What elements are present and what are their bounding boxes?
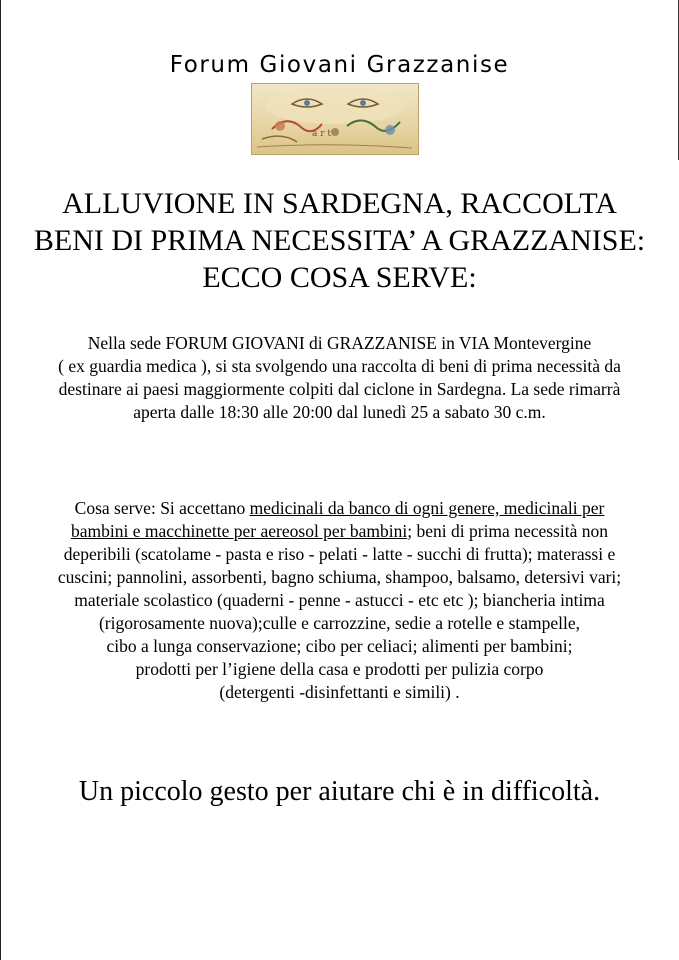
intro-line-3: destinare ai paesi maggiormente colpiti dal ciclone in Sardegna. La sede rimarrà (58, 379, 621, 399)
needs-line-8: prodotti per l’igiene della casa e prodotti per pulizia corpo (135, 659, 544, 679)
logo-artwork-icon (252, 84, 418, 154)
intro-line-1: Nella sede FORUM GIOVANI di GRAZZANISE in VIA Montevergine (87, 333, 592, 353)
needs-line-3: deperibili (scatolame - pasta e riso - pelati - latte - succhi di frutta); materassi e (63, 544, 616, 564)
intro-line-2: ( ex guardia medica ), si sta svolgendo una raccolta di beni di prima necessità da (58, 356, 621, 376)
needs-line-6: (rigorosamente nuova);culle e carrozzine, sedie a rotelle e stampelle, (98, 613, 581, 633)
needs-line-2 (0, 520, 679, 543)
needs-line-9: (detergenti -disinfettanti e simili) . (219, 682, 460, 702)
needs-line-5: materiale scolastico (quaderni - penne - astucci - etc etc ); biancheria intima (74, 590, 605, 610)
headline (0, 185, 679, 296)
needs-medicines-underlined: medicinali da banco di ogni genere, medicinali per (249, 498, 605, 518)
page-border-left (0, 0, 1, 960)
needs-paragraph (0, 497, 679, 704)
forum-logo-image (251, 83, 419, 155)
headline-line-1: ALLUVIONE IN SARDEGNA, RACCOLTA (62, 187, 617, 220)
intro-line-4: aperta dalle 18:30 alle 20:00 dal lunedì 25 a sabato 30 c.m. (133, 402, 546, 422)
closing-message: Un piccolo gesto per aiutare chi è in difficoltà. (78, 776, 601, 807)
needs-prefix: Cosa serve: Si accettano (74, 498, 250, 518)
needs-line-4: cuscini; pannolini, assorbenti, bagno schiuma, shampoo, balsamo, detersivi vari; (57, 567, 622, 587)
svg-text:a r t: a r t (312, 129, 332, 139)
intro-paragraph (0, 332, 679, 424)
headline-line-2: BENI DI PRIMA NECESSITA’ A GRAZZANISE: (33, 224, 646, 257)
needs-aerosol-underlined: bambini e macchinette per aereosol per bambini (71, 521, 408, 541)
headline-line-3: ECCO COSA SERVE: (202, 261, 477, 294)
needs-line-7: cibo a lunga conservazione; cibo per celiaci; alimenti per bambini; (106, 636, 573, 656)
header-title: Forum Giovani Grazzanise (169, 52, 510, 78)
needs-line-1 (0, 497, 679, 520)
needs-line-2-suffix: ; beni di prima necessità non (407, 521, 608, 541)
